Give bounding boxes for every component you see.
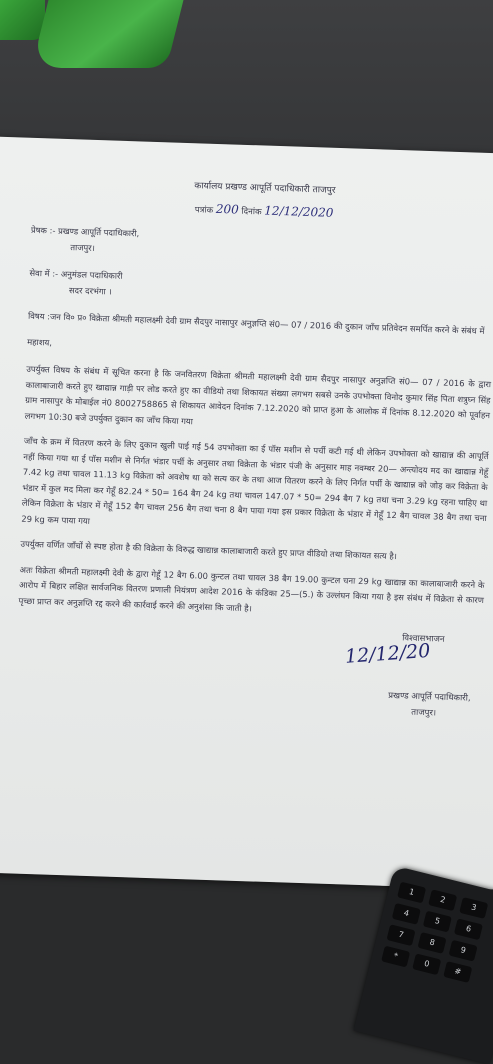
paragraph-1: उपर्युक्त विषय के संबंध में सूचित करना है कि जनवितरण विक्रेता श्रीमती महालक्ष्मी देवी ग्राम सैदपुर नासापुर अनुज्ञप्ति सं0— 07 / 2016 के द्वारा कालाबाजारी करते हुए खाद्यान्न गाड़ी पर लोड करते हुए का वीडियो तथा शिकायत संख्या लगभग सबसे उनके उपभोक्ता विनोद कुमार सिंह पिता शत्रुघ्न सिंह ग्राम नासापुर के मोबाईल नं0 8002758865 से शिकायत आवेदन दिनांक 7.12.2020 को प्राप्त हुआ के आलोक में दिनांक 8.12.2020 को पूर्वाहन लगभग 10:30 बजे उपर्युक्त दुकान का जाँच किया गया bbox=[24, 363, 492, 426]
to-name: अनुमंडल पदाधिकारी bbox=[60, 268, 123, 281]
key-9: 9 bbox=[449, 940, 478, 962]
letter-body bbox=[14, 174, 493, 754]
subject-line: विषय :जन वि० प्र० विक्रेता श्रीमती महालक्ष्मी देवी ग्राम सैदपुर नासापुर अनुज्ञप्ति सं0— 07 / 2016 की दुकान जाँच प्रतिवेदन समर्पित करने के संबंध में bbox=[27, 310, 485, 336]
key-hash: # bbox=[443, 961, 472, 983]
from-label: प्रेषक :- bbox=[30, 224, 56, 236]
key-7: 7 bbox=[386, 924, 415, 946]
key-star: * bbox=[381, 946, 410, 968]
office-header: कार्यालय प्रखण्ड आपूर्ति पदाधिकारी ताजपुर bbox=[194, 181, 336, 196]
reference-number: 200 bbox=[215, 201, 239, 217]
key-0: 0 bbox=[412, 953, 441, 975]
key-8: 8 bbox=[417, 932, 446, 954]
key-1: 1 bbox=[397, 882, 426, 904]
paragraph-2: जाँच के क्रम में वितरण करने के लिए दुकान खुली पाई गई 54 उपभोक्ता का ई पॉस मशीन से पर्ची कटी गई थी लेकिन उपभोक्ता को खाद्यान्न की आपूर्ति नहीं किया गया था ई पॉस मशीन से निर्गत भंडार पर्ची के अनुसार तथा विक्रेता के भंडार पंजी के अनुसार माह नवम्बर 20— अन्त्योदय मद का खाद्यान्न गेहूँ 7.42 kg तथा चावल 11.13 kg विक्रेता को अवशेष था को सत्य कर के तथा आज वितरण करने के लिए निर्गत पर्ची के खाद्यान्न को जोड़ कर विक्रेता के भंडार में कुल मद मिला कर गेहूँ 82.24 * 50= 164 बैग 24 kg तथा चावल 147.07 * 50= 294 बैग 7 kg तथा चना 3.29 kg रहना चाहिए था लेकिन विक्रेता के भंडार में गेहूँ 152 बैग चावल 256 बैग तथा चना 8 बैग पाया गया इस प्रकार विक्रेता के भंडार में गेहूँ 12 बैग चावल 38 बैग तथा चना 29 kg कम पाया गया bbox=[21, 435, 489, 526]
key-3: 3 bbox=[459, 897, 488, 919]
from-block bbox=[30, 223, 493, 269]
to-place: सदर दरभंगा । bbox=[68, 284, 112, 297]
paragraph-3: उपर्युक्त वर्णित जाँचों से स्पष्ट होता है की विक्रेता के विरुद्ध खाद्यान्न कालाबाजारी करते हुए प्राप्त वीडियो तथा शिकायत सत्य है। bbox=[20, 538, 398, 562]
key-4: 4 bbox=[392, 903, 421, 925]
phone-keypad bbox=[354, 866, 493, 1064]
date-value: 12/12/2020 bbox=[264, 203, 334, 220]
date-label: दिनांक bbox=[241, 206, 262, 217]
from-name: प्रखण्ड आपूर्ति पदाधिकारी, bbox=[57, 225, 140, 239]
green-bag bbox=[32, 0, 184, 68]
key-2: 2 bbox=[428, 889, 457, 911]
reference-label: पत्रांक bbox=[194, 204, 214, 216]
signatory-place: ताजपुर। bbox=[411, 707, 437, 719]
to-block bbox=[29, 266, 493, 312]
sign-off: विश्वासभाजन bbox=[401, 633, 445, 645]
document-paper bbox=[0, 136, 493, 890]
signatory-title: प्रखण्ड आपूर्ति पदाधिकारी, bbox=[388, 690, 471, 704]
paragraph-4: अतः विक्रेता श्रीमती महालक्ष्मी देवी के द्वारा गेहूँ 12 बैग 6.00 कुन्टल तथा चावल 38 बैग 19.00 कुन्टल चना 29 kg खाद्यान्न का कालाबाजारी करने के आरोप में बिहार लक्षित सार्वजनिक वितरण प्रणाली नियंत्रण आदेश 2016 के कंडिका 25—(5.) के उल्लंघन किया गया है इस संबंध में विक्रेता से कारण पृच्छा प्राप्त कर अनुज्ञप्ति रद्द करने की कार्रवाई करने की अनुशंसा कि जाती है। bbox=[18, 564, 485, 613]
to-label: सेवा में :- bbox=[29, 267, 59, 279]
handwritten-signature: 12/12/20 bbox=[343, 639, 431, 668]
from-place: ताजपुर। bbox=[70, 241, 96, 253]
signature-block bbox=[14, 619, 483, 754]
green-bag-corner bbox=[0, 0, 45, 40]
key-5: 5 bbox=[423, 911, 452, 933]
key-6: 6 bbox=[454, 918, 483, 940]
salutation: महाशय, bbox=[27, 336, 53, 348]
